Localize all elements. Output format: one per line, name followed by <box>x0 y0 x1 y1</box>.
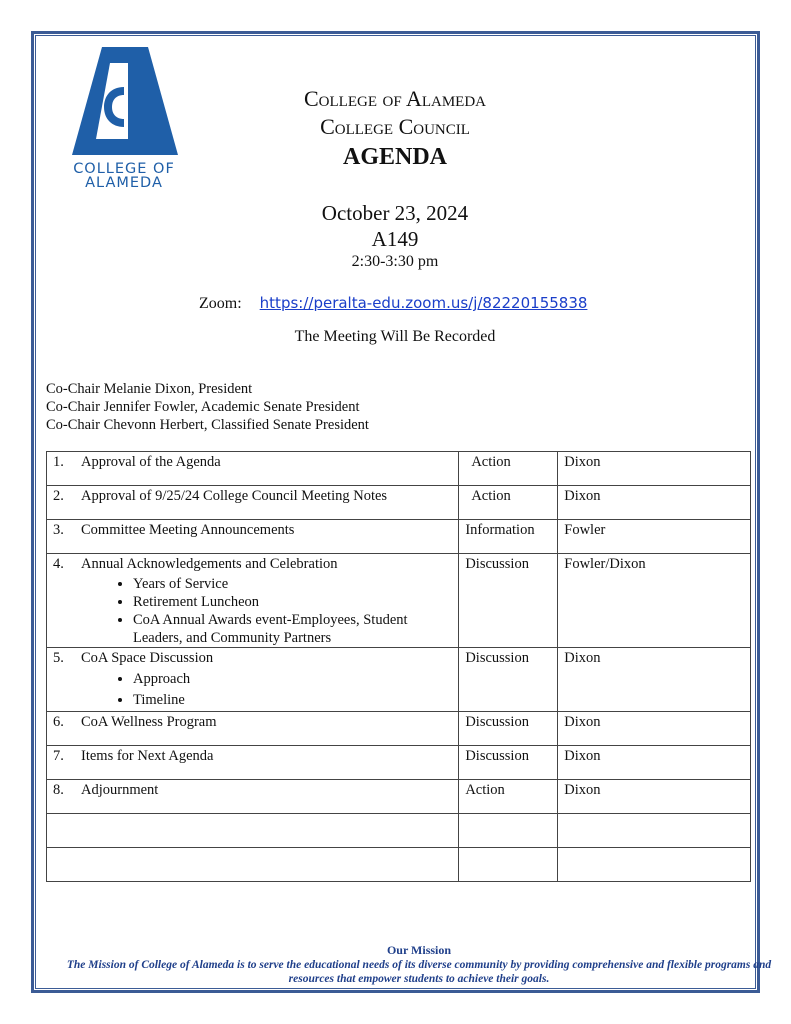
item-number: 6. <box>53 714 64 730</box>
mission-statement <box>60 943 778 986</box>
table-row <box>47 780 751 814</box>
mission-body: The Mission of College of Alameda is to serve the educational needs of its diverse community by providing comprehensive and flexible programs and resources that empower students to achieve their goals. <box>66 959 772 985</box>
item-type: Discussion <box>465 556 529 572</box>
item-title-cell <box>47 452 459 486</box>
table-row-empty <box>47 848 751 882</box>
table-row-empty <box>47 814 751 848</box>
item-type-cell <box>459 452 558 486</box>
item-lead: Fowler/Dixon <box>564 556 646 572</box>
item-title: Approval of the Agenda <box>81 454 221 470</box>
item-lead: Dixon <box>564 454 601 470</box>
meeting-date: October 23, 2024 <box>321 201 469 225</box>
item-lead-cell <box>558 452 751 486</box>
item-type-cell <box>459 648 558 712</box>
page-title: AGENDA <box>342 144 447 170</box>
zoom-line <box>199 294 587 313</box>
table-row <box>47 452 751 486</box>
item-number: 7. <box>53 748 64 764</box>
mission-title: Our Mission <box>386 943 452 957</box>
item-lead-cell <box>558 712 751 746</box>
empty-cell <box>47 814 459 848</box>
item-title-cell <box>47 746 459 780</box>
logo-text-line2: ALAMEDA <box>85 175 163 191</box>
item-title-cell <box>47 486 459 520</box>
item-type: Discussion <box>465 714 529 730</box>
item-type-cell <box>459 780 558 814</box>
zoom-label: Zoom: <box>199 295 242 312</box>
item-title-cell <box>47 780 459 814</box>
sub-item: • CoA Annual Awards event-Employees, Student Leaders, and Community Partners <box>133 611 452 647</box>
item-title: Adjournment <box>81 782 159 798</box>
sub-item: • Years of Service <box>133 575 452 593</box>
item-type: Discussion <box>465 650 529 666</box>
item-type-cell <box>459 746 558 780</box>
item-lead: Dixon <box>564 488 601 504</box>
empty-cell <box>558 814 751 848</box>
zoom-link[interactable]: https://peralta-edu.zoom.us/j/82220155838 <box>259 294 588 312</box>
item-type: Information <box>465 522 535 538</box>
college-name: College of Alameda <box>304 86 486 111</box>
item-lead: Dixon <box>564 714 601 730</box>
item-number: 2. <box>53 488 64 504</box>
sub-item: • Timeline <box>133 690 452 711</box>
item-lead: Dixon <box>564 782 601 798</box>
item-number: 4. <box>53 556 64 572</box>
agenda-table <box>46 451 751 882</box>
co-chair: Co-Chair Chevonn Herbert, Classified Senate President <box>46 417 369 433</box>
item-title: Items for Next Agenda <box>81 748 214 764</box>
item-lead: Fowler <box>564 522 606 538</box>
item-type-cell <box>459 712 558 746</box>
table-row <box>47 648 751 712</box>
recording-notice: The Meeting Will Be Recorded <box>294 328 496 345</box>
item-title: Approval of 9/25/24 College Council Meeting Notes <box>81 488 388 504</box>
item-type-cell <box>459 554 558 648</box>
logo-text <box>62 162 186 190</box>
item-title-cell <box>47 520 459 554</box>
item-lead: Dixon <box>564 650 601 666</box>
item-lead-cell <box>558 554 751 648</box>
item-title: Committee Meeting Announcements <box>81 522 295 538</box>
sub-item-list <box>53 669 452 711</box>
item-lead-cell <box>558 520 751 554</box>
item-type: Discussion <box>465 748 529 764</box>
item-type: Action <box>465 782 505 798</box>
item-lead-cell <box>558 486 751 520</box>
sub-item: • Retirement Luncheon <box>133 593 452 611</box>
item-type: Action <box>471 488 511 504</box>
council-name: College Council <box>320 114 470 139</box>
sub-item: • Approach <box>133 669 452 690</box>
item-lead-cell <box>558 780 751 814</box>
table-row <box>47 746 751 780</box>
empty-cell <box>459 848 558 882</box>
item-title-cell <box>47 554 459 648</box>
table-row <box>47 554 751 648</box>
empty-cell <box>47 848 459 882</box>
logo-text-line1: COLLEGE OF <box>73 161 175 177</box>
item-title-cell <box>47 712 459 746</box>
item-lead-cell <box>558 648 751 712</box>
item-lead: Dixon <box>564 748 601 764</box>
item-type-cell <box>459 520 558 554</box>
co-chair: Co-Chair Melanie Dixon, President <box>46 381 253 397</box>
item-title: CoA Space Discussion <box>81 650 214 666</box>
empty-cell <box>459 814 558 848</box>
item-number: 1. <box>53 454 64 470</box>
meeting-room: A149 <box>371 227 419 251</box>
item-type-cell <box>459 486 558 520</box>
item-title: CoA Wellness Program <box>81 714 217 730</box>
item-title: Annual Acknowledgements and Celebration <box>81 556 338 572</box>
co-chairs-list <box>46 380 369 434</box>
empty-cell <box>558 848 751 882</box>
meeting-time: 2:30-3:30 pm <box>351 253 439 270</box>
co-chair: Co-Chair Jennifer Fowler, Academic Senate President <box>46 399 360 415</box>
sub-item-list <box>53 575 452 647</box>
item-title-cell <box>47 648 459 712</box>
item-number: 8. <box>53 782 64 798</box>
item-number: 5. <box>53 650 64 666</box>
table-row <box>47 486 751 520</box>
item-lead-cell <box>558 746 751 780</box>
item-number: 3. <box>53 522 64 538</box>
table-row <box>47 712 751 746</box>
table-row <box>47 520 751 554</box>
item-type: Action <box>471 454 511 470</box>
